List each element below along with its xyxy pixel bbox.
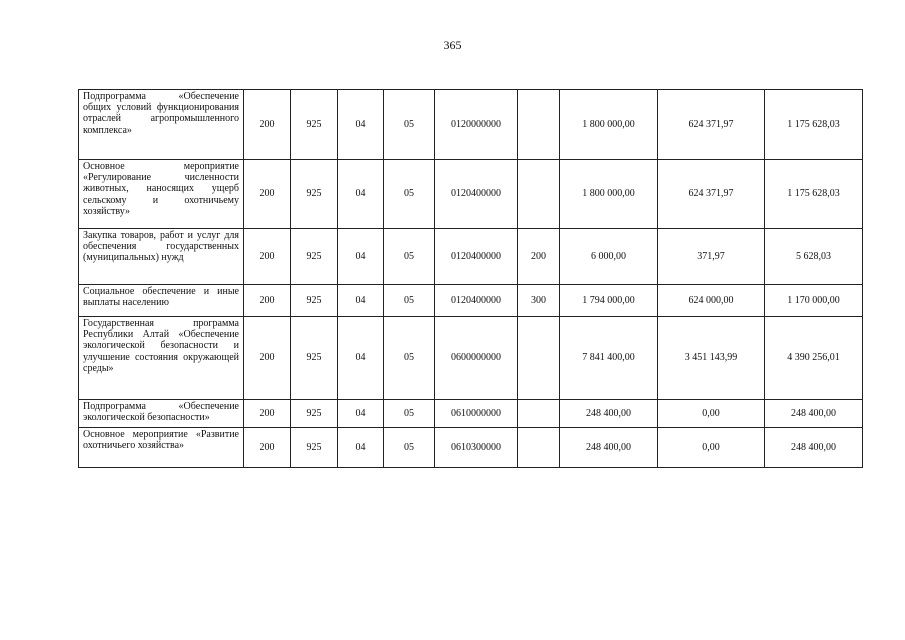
ministry-code: 925 — [291, 400, 338, 428]
ministry-code: 925 — [291, 285, 338, 317]
section-code: 04 — [338, 428, 384, 468]
ministry-code: 925 — [291, 229, 338, 285]
executed-amount: 624 371,97 — [658, 90, 765, 160]
table-row — [79, 285, 863, 317]
section-code: 04 — [338, 229, 384, 285]
section-code: 04 — [338, 160, 384, 229]
plan-amount: 7 841 400,00 — [560, 317, 658, 400]
target-article-code: 0600000000 — [435, 317, 518, 400]
plan-amount: 6 000,00 — [560, 229, 658, 285]
section-code: 04 — [338, 285, 384, 317]
row-name: Государственная программа Республики Алтай «Обеспечение экологической безопасности и улучшение состояния окружающей среды» — [79, 317, 244, 400]
table-row — [79, 400, 863, 428]
row-name: Подпрограмма «Обеспечение экологической безопасности» — [79, 400, 244, 428]
target-article-code: 0120400000 — [435, 229, 518, 285]
admin-code: 200 — [244, 229, 291, 285]
executed-amount: 371,97 — [658, 229, 765, 285]
expense-type-code: 300 — [518, 285, 560, 317]
ministry-code: 925 — [291, 160, 338, 229]
admin-code: 200 — [244, 90, 291, 160]
expense-type-code — [518, 90, 560, 160]
executed-amount: 624 371,97 — [658, 160, 765, 229]
subsection-code: 05 — [384, 90, 435, 160]
subsection-code: 05 — [384, 160, 435, 229]
remainder-amount: 248 400,00 — [765, 428, 863, 468]
remainder-amount: 1 175 628,03 — [765, 90, 863, 160]
target-article-code: 0610000000 — [435, 400, 518, 428]
table-row — [79, 160, 863, 229]
executed-amount: 0,00 — [658, 400, 765, 428]
expense-type-code — [518, 428, 560, 468]
subsection-code: 05 — [384, 285, 435, 317]
plan-amount: 1 794 000,00 — [560, 285, 658, 317]
section-code: 04 — [338, 400, 384, 428]
table-row — [79, 229, 863, 285]
subsection-code: 05 — [384, 428, 435, 468]
expense-type-code — [518, 400, 560, 428]
subsection-code: 05 — [384, 400, 435, 428]
subsection-code: 05 — [384, 229, 435, 285]
table-row — [79, 90, 863, 160]
row-name: Основное мероприятие «Развитие охотничьего хозяйства» — [79, 428, 244, 468]
target-article-code: 0120000000 — [435, 90, 518, 160]
target-article-code: 0610300000 — [435, 428, 518, 468]
plan-amount: 1 800 000,00 — [560, 160, 658, 229]
page-number: 365 — [443, 38, 462, 52]
row-name: Подпрограмма «Обеспечение общих условий функционирования отраслей агропромышленного комплекса» — [79, 90, 244, 160]
table-row — [79, 317, 863, 400]
ministry-code: 925 — [291, 317, 338, 400]
expense-type-code — [518, 317, 560, 400]
plan-amount: 1 800 000,00 — [560, 90, 658, 160]
row-name: Основное мероприятие «Регулирование численности животных, наносящих ущерб сельскому и охотничьему хозяйству» — [79, 160, 244, 229]
row-name: Закупка товаров, работ и услуг для обеспечения государственных (муниципальных) нужд — [79, 229, 244, 285]
executed-amount: 624 000,00 — [658, 285, 765, 317]
expense-type-code — [518, 160, 560, 229]
executed-amount: 0,00 — [658, 428, 765, 468]
section-code: 04 — [338, 90, 384, 160]
row-name: Социальное обеспечение и иные выплаты населению — [79, 285, 244, 317]
section-code: 04 — [338, 317, 384, 400]
remainder-amount: 5 628,03 — [765, 229, 863, 285]
ministry-code: 925 — [291, 428, 338, 468]
remainder-amount: 4 390 256,01 — [765, 317, 863, 400]
admin-code: 200 — [244, 400, 291, 428]
plan-amount: 248 400,00 — [560, 400, 658, 428]
admin-code: 200 — [244, 160, 291, 229]
budget-table — [78, 89, 863, 468]
ministry-code: 925 — [291, 90, 338, 160]
executed-amount: 3 451 143,99 — [658, 317, 765, 400]
remainder-amount: 1 170 000,00 — [765, 285, 863, 317]
admin-code: 200 — [244, 317, 291, 400]
target-article-code: 0120400000 — [435, 285, 518, 317]
subsection-code: 05 — [384, 317, 435, 400]
table-row — [79, 428, 863, 468]
admin-code: 200 — [244, 285, 291, 317]
remainder-amount: 248 400,00 — [765, 400, 863, 428]
plan-amount: 248 400,00 — [560, 428, 658, 468]
target-article-code: 0120400000 — [435, 160, 518, 229]
admin-code: 200 — [244, 428, 291, 468]
remainder-amount: 1 175 628,03 — [765, 160, 863, 229]
expense-type-code: 200 — [518, 229, 560, 285]
